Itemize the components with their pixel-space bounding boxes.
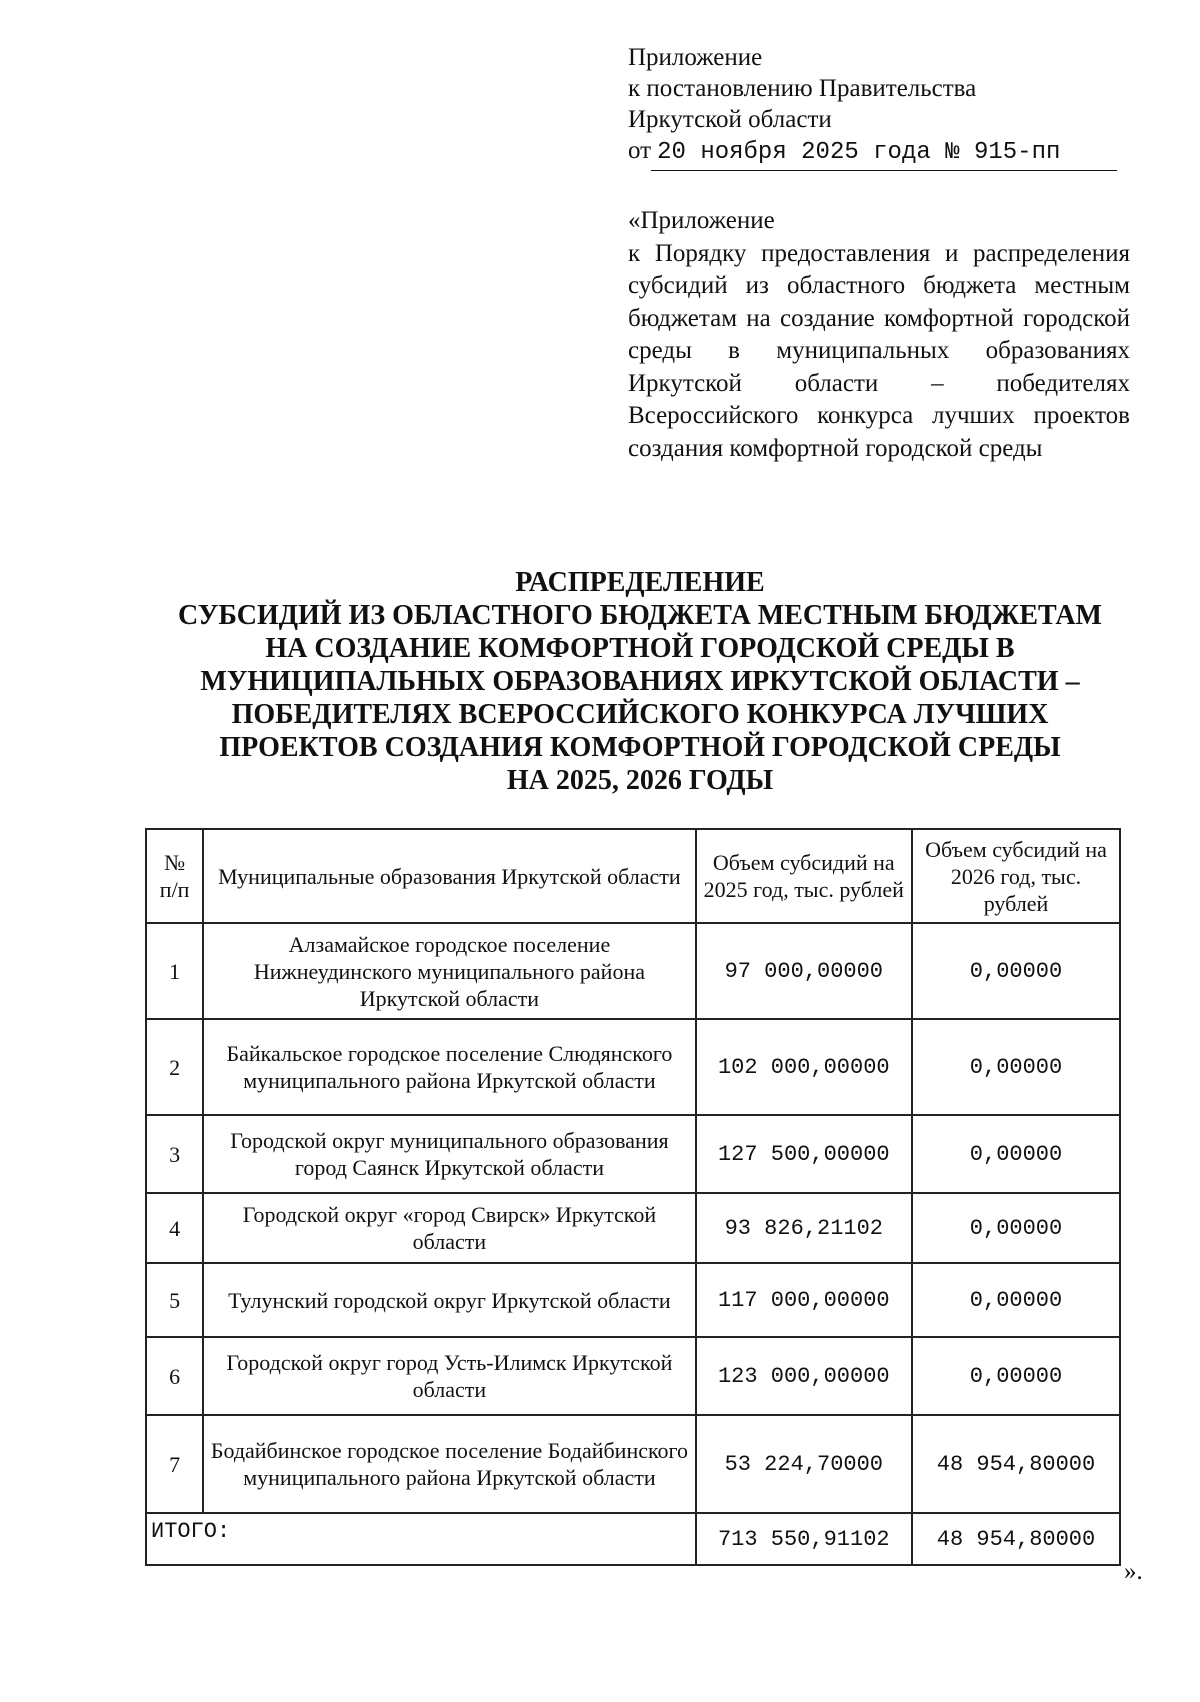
row-2026: 0,00000 xyxy=(912,923,1120,1019)
row-2026: 0,00000 xyxy=(912,1019,1120,1115)
header-2025: Объем субсидий на 2025 год, тыс. рублей xyxy=(696,829,912,923)
heading-line: ПОБЕДИТЕЛЯХ ВСЕРОССИЙСКОГО КОНКУРСА ЛУЧШИХ xyxy=(231,699,1049,730)
table-row xyxy=(146,1415,1120,1513)
approval-line-3: Иркутской области xyxy=(628,106,832,133)
table-row xyxy=(146,1019,1120,1115)
total-2026: 48 954,80000 xyxy=(912,1513,1120,1565)
row-num: 5 xyxy=(146,1263,203,1337)
total-2025: 713 550,91102 xyxy=(696,1513,912,1565)
annex-block xyxy=(628,205,1130,465)
row-municipality: Байкальское городское поселение Слюдянского муниципального района Иркутской области xyxy=(203,1019,695,1115)
heading-line: НА 2025, 2026 ГОДЫ xyxy=(506,765,774,796)
heading-line: РАСПРЕДЕЛЕНИЕ xyxy=(515,567,765,598)
closing-quote: ». xyxy=(1124,1558,1143,1585)
header-num: № п/п xyxy=(146,829,203,923)
row-2025: 93 826,21102 xyxy=(696,1193,912,1263)
row-2026: 0,00000 xyxy=(912,1263,1120,1337)
table-row xyxy=(146,1115,1120,1193)
approval-block xyxy=(628,42,1128,171)
row-num: 2 xyxy=(146,1019,203,1115)
table-row xyxy=(146,1193,1120,1263)
row-municipality: Тулунский городской округ Иркутской области xyxy=(203,1263,695,1337)
row-num: 6 xyxy=(146,1337,203,1415)
row-2025: 117 000,00000 xyxy=(696,1263,912,1337)
row-municipality: Городской округ город Усть-Илимск Иркутской области xyxy=(203,1337,695,1415)
row-2025: 53 224,70000 xyxy=(696,1415,912,1513)
row-municipality: Бодайбинское городское поселение Бодайбинского муниципального района Иркутской области xyxy=(203,1415,695,1513)
row-2025: 127 500,00000 xyxy=(696,1115,912,1193)
row-municipality: Городской округ «город Свирск» Иркутской области xyxy=(203,1193,695,1263)
heading-line: СУБСИДИЙ ИЗ ОБЛАСТНОГО БЮДЖЕТА МЕСТНЫМ БЮДЖЕТАМ xyxy=(178,600,1102,631)
row-2026: 48 954,80000 xyxy=(912,1415,1120,1513)
approval-line-2: к постановлению Правительства xyxy=(628,75,977,102)
date-prefix: от xyxy=(628,137,652,164)
table-header-row xyxy=(146,829,1120,923)
row-2025: 97 000,00000 xyxy=(696,923,912,1019)
table-row xyxy=(146,1337,1120,1415)
document-heading xyxy=(150,566,1130,797)
table-row xyxy=(146,1263,1120,1337)
total-label: ИТОГО: xyxy=(146,1513,696,1565)
annex-body: к Порядку предоставления и распределения субсидий из областного бюджета местным бюджетам на создание комфортной городской среды в муниципальных образованиях Иркутской области – победителях Всероссийского конкурса лучших проектов создания комфортной городской среды xyxy=(628,239,1130,462)
row-num: 7 xyxy=(146,1415,203,1513)
row-2025: 102 000,00000 xyxy=(696,1019,912,1115)
heading-line: ПРОЕКТОВ СОЗДАНИЯ КОМФОРТНОЙ ГОРОДСКОЙ СРЕДЫ xyxy=(219,732,1061,763)
total-row xyxy=(146,1513,1120,1565)
row-municipality: Городской округ муниципального образования город Саянск Иркутской области xyxy=(203,1115,695,1193)
table-row xyxy=(146,923,1120,1019)
row-num: 3 xyxy=(146,1115,203,1193)
approval-line-1: Приложение xyxy=(628,44,763,71)
header-2026: Объем субсидий на 2026 год, тыс. рублей xyxy=(912,829,1120,923)
approval-date-line xyxy=(628,135,1128,171)
heading-line: МУНИЦИПАЛЬНЫХ ОБРАЗОВАНИЯХ ИРКУТСКОЙ ОБЛАСТИ – xyxy=(200,666,1080,697)
header-municipality: Муниципальные образования Иркутской области xyxy=(203,829,695,923)
row-num: 4 xyxy=(146,1193,203,1263)
row-municipality: Алзамайское городское поселение Нижнеудинского муниципального района Иркутской области xyxy=(203,923,695,1019)
resolution-date: 20 ноября 2025 года № 915-пп xyxy=(651,137,1117,171)
row-2026: 0,00000 xyxy=(912,1337,1120,1415)
annex-title: «Приложение xyxy=(628,207,775,234)
subsidy-distribution-table xyxy=(145,828,1121,1566)
row-2026: 0,00000 xyxy=(912,1193,1120,1263)
row-2026: 0,00000 xyxy=(912,1115,1120,1193)
row-2025: 123 000,00000 xyxy=(696,1337,912,1415)
heading-line: НА СОЗДАНИЕ КОМФОРТНОЙ ГОРОДСКОЙ СРЕДЫ В xyxy=(265,633,1015,664)
row-num: 1 xyxy=(146,923,203,1019)
